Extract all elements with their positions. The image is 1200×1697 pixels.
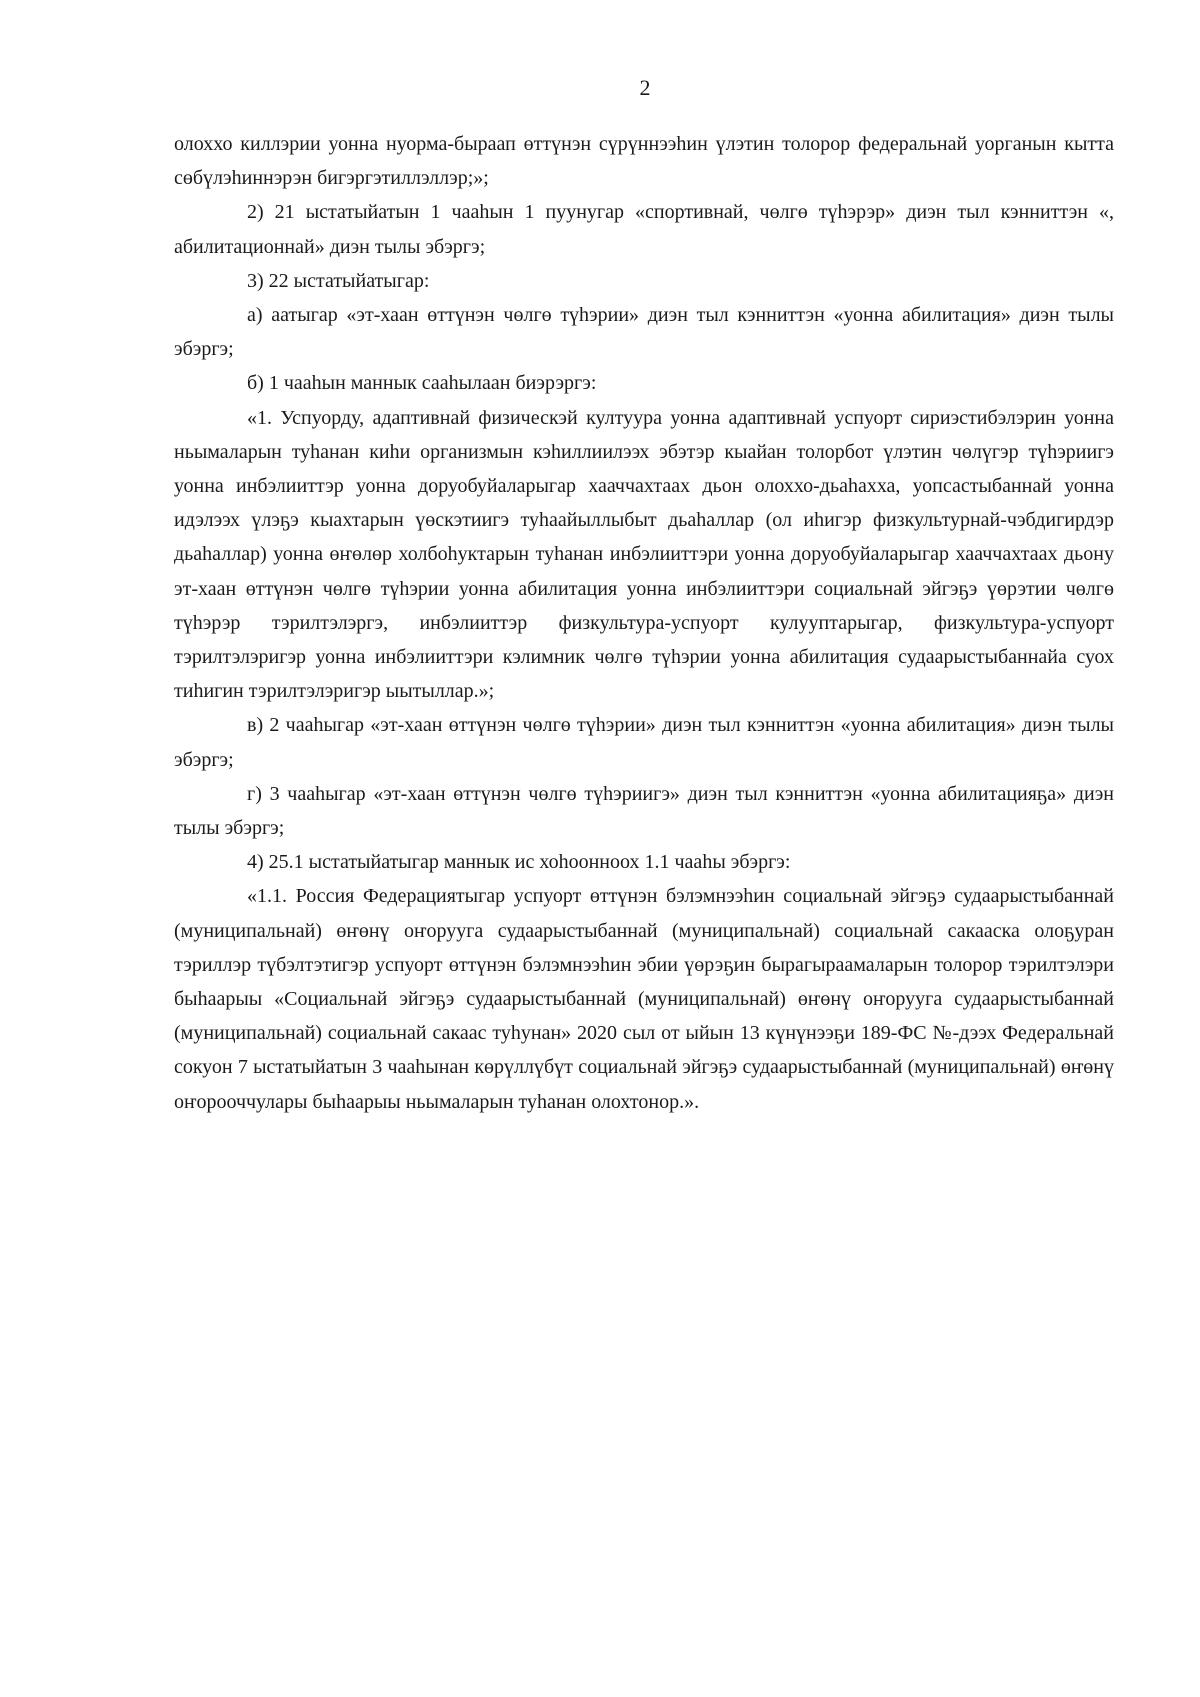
paragraph-quote-part-1-1: «1.1. Россия Федерациятыгар успуорт өттүнэн бэлэмнээһин социальнай эйгэҕэ судаарыстыбаннай (муниципальнай) өҥөнү оҥорууга судаарыстыбаннай (муниципальнай) социальнай сакааска олоҕуран тэриллэр түбэлтэтигэр успуорт өттүнэн бэлэмнээһин эбии үөрэҕин бырагыраамаларын толорор тэрилтэлэри быһаарыы «Социальнай эйгэҕэ судаарыстыбаннай (муниципальнай) өҥөнү оҥорууга судаарыстыбаннай (муниципальнай) социальнай сакаас туһунан» 2020 сыл от ыйын 13 күнүнээҕи 189-ФС №-дээх Федеральнай сокуон 7 ыстатыйатын 3 чааһынан көрүллүбүт социальнай эйгэҕэ судаарыстыбаннай (муниципальнай) өҥөнү оҥорооччулары быһаарыы ньымаларын туһанан олохтонор.». <box>174 885 1114 1113</box>
paragraph-quote-part-1: «1. Успуорду, адаптивнай физическэй култуура уонна адаптивнай успуорт сириэстибэлэрин уонна ньымаларын туһанан киһи организмын кэһиллиилээх эбэтэр кыайан толорбот үлэтин чөлүгэр түһэриигэ уонна инбэлииттэр уонна доруобуйаларыгар хааччахтаах дьон олоххо-дьаһахха, уопсастыбаннай уонна идэлээх үлэҕэ кыахтарын үөскэтиигэ туһаайыллыбыт дьаһаллар (ол иһигэр физкультурнай-чэбдигирдэр дьаһаллар) уонна өҥөлөр холбоһуктарын туһанан инбэлииттэри уонна доруобуйаларыгар хааччахтаах дьону эт-хаан өттүнэн чөлгө түһэрии уонна абилитация уонна инбэлииттэри социальнай эйгэҕэ үөрэтии чөлгө түһэрэр тэрилтэлэргэ, инбэлииттэр физкультура-успуорт кулууптарыгар, физкультура-успуорт тэрилтэлэригэр уонна инбэлииттэри кэлимник чөлгө түһэрии уонна абилитация судаарыстыбаннайа суох тиһигин тэрилтэлэригэр ыытыллар.»; <box>174 406 1114 703</box>
paragraph-item-3: 3) 22 ыстатыйатыгар: <box>247 269 430 292</box>
paragraph-subitem-a: а) аатыгар «эт-хаан өттүнэн чөлгө түһэрии» диэн тыл кэнниттэн «уонна абилитация» диэн тылы эбэргэ; <box>174 304 1114 361</box>
paragraph-continuation: олоххо киллэрии уонна нуорма-быраап өттүнэн сүрүннээһин үлэтин толорор федеральнай уорганын кытта сөбүлэһиннэрэн бигэргэтиллэллэр;»; <box>174 133 1114 190</box>
paragraph-subitem-v: в) 2 чааһыгар «эт-хаан өттүнэн чөлгө түһэрии» диэн тыл кэнниттэн «уонна абилитация» диэн тылы эбэргэ; <box>174 714 1114 771</box>
page-number: 2 <box>639 75 651 100</box>
paragraph-item-4: 4) 25.1 ыстатыйатыгар маннык ис хоһоонноох 1.1 чааһы эбэргэ: <box>247 851 791 874</box>
paragraph-subitem-g: г) 3 чааһыгар «эт-хаан өттүнэн чөлгө түһэриигэ» диэн тыл кэнниттэн «уонна абилитацияҕа» диэн тылы эбэргэ; <box>174 782 1114 840</box>
paragraph-subitem-b: б) 1 чааһын маннык сааһылаан биэрэргэ: <box>247 372 597 395</box>
paragraph-item-2: 2) 21 ыстатыйатын 1 чааһын 1 пуунугар «спортивнай, чөлгө түһэрэр» диэн тыл кэнниттэн «, абилитационнай» диэн тылы эбэргэ; <box>174 201 1114 258</box>
document-body <box>174 127 1114 1119</box>
